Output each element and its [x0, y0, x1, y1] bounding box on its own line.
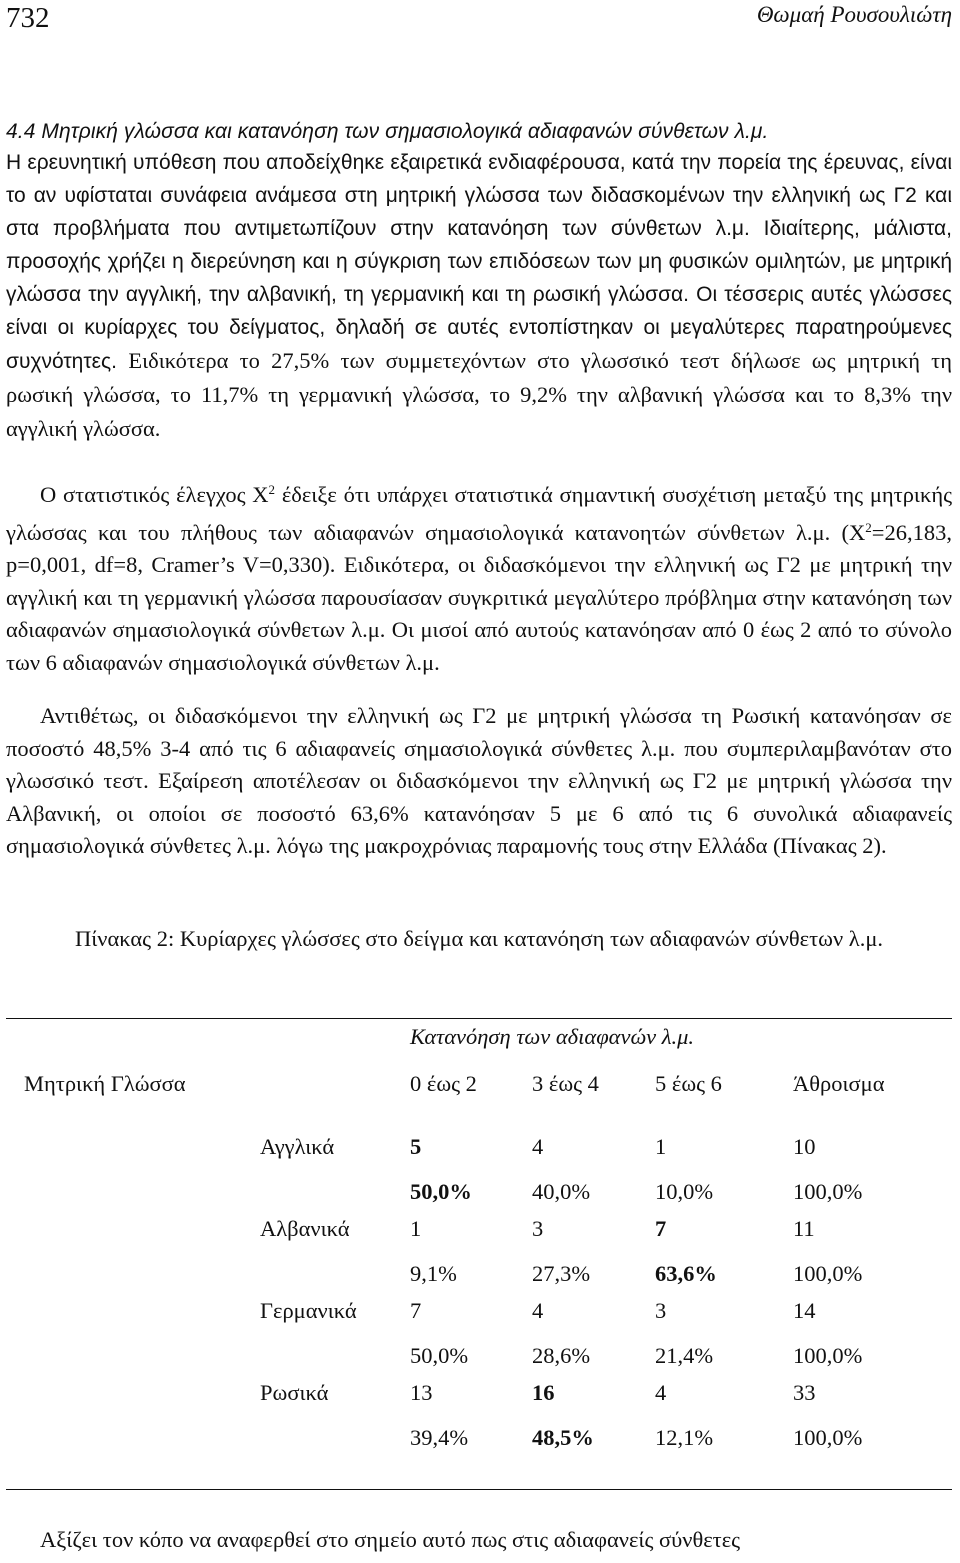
cell-percent: 9,1%: [410, 1261, 457, 1286]
paragraph-2-c: =26,183, p=0,001, df=8, Cramer’s V=0,330). Ειδικότερα, οι διδασκόμενοι την ελληνική ως Γ2 με μητρική την αγγλική και τη γερμανική γλώσσα παρουσίασαν συγκριτικά μεγαλύτερο πρόβλημα στην κατανόηση των αδιαφανών σημασιολογικά σύνθετων λ.μ. Οι μισοί από αυτούς κατανόησαν από 0 έως 2 από το σύνολο των 6 αδιαφανών σημασιολογικά σύνθετων λ.μ.: [6, 519, 952, 675]
cell-percent: 40,0%: [532, 1179, 591, 1204]
cell-percent: 100,0%: [793, 1343, 863, 1368]
page-header: [6, 0, 952, 40]
row-language: Αγγλικά: [260, 1134, 335, 1159]
cell-percent: 21,4%: [655, 1343, 714, 1368]
cell-count: 4: [532, 1134, 544, 1159]
cell-count: 16: [532, 1380, 555, 1405]
cell-percent: 100,0%: [793, 1261, 863, 1286]
cell-percent: 48,5%: [532, 1425, 594, 1450]
cell-percent: 63,6%: [655, 1261, 717, 1286]
cell-percent: 100,0%: [793, 1425, 863, 1450]
row-language: Γερμανικά: [260, 1298, 357, 1323]
cell-count: 1: [410, 1216, 422, 1241]
paragraph-3: Αντιθέτως, οι διδασκόμενοι την ελληνική ως Γ2 με μητρική γλώσσα τη Ρωσική κατανόησαν σε ποσοστό 48,5% 3-4 από τις 6 αδιαφανείς σημασιολογικά σύνθετες λ.μ. που συμπεριλαμβανόταν στο γλωσσικό τεστ. Εξαίρεση αποτέλεσαν οι διδασκόμενοι την ελληνική ως Γ2 με μητρική γλώσσα την Αλβανική, οι οποίοι σε ποσοστό 63,6% κατανόησαν 5 με 6 από τις 6 συνολικά αδιαφανείς σημασιολογικά σύνθετες λ.μ. λόγω της μακροχρόνιας παραμονής τους στην Ελλάδα (Πίνακας 2).: [6, 703, 952, 858]
section-title: 4.4 Μητρική γλώσσα και κατανόηση των σημασιολογικά αδιαφανών σύνθετων λ.μ.: [6, 120, 769, 143]
cell-count: 10: [793, 1134, 816, 1159]
table-spanner: Κατανόηση των αδιαφανών λ.μ.: [410, 1024, 695, 1049]
running-head-author: Θωμαή Ρουσουλιώτη: [756, 2, 952, 27]
row-language: Αλβανικά: [260, 1216, 350, 1241]
cell-count: 4: [655, 1380, 667, 1405]
paragraph-1: [6, 146, 952, 446]
cell-count: 1: [655, 1134, 667, 1159]
cell-count: 7: [410, 1298, 422, 1323]
cell-percent: 50,0%: [410, 1179, 472, 1204]
table-bottom-rule: [6, 1489, 952, 1490]
row-language: Ρωσικά: [260, 1380, 329, 1405]
paragraph-2-a: Ο στατιστικός έλεγχος Χ: [40, 482, 269, 507]
table-caption: Πίνακας 2: Κυρίαρχες γλώσσες στο δείγμα και κατανόηση των αδιαφανών σύνθετων λ.μ.: [74, 926, 884, 951]
superscript-2: 2: [268, 482, 276, 497]
column-header: Άθροισμα: [793, 1071, 885, 1096]
paragraph-1-serif: Ειδικότερα το 27,5% των συμμετεχόντων στο γλωσσικό τεστ δήλωσε ως μητρική τη ρωσική γλώσσα, το 11,7% τη γερμανική γλώσσα, το 9,2% την αλβανική γλώσσα και το 8,3% την αγγλική γλώσσα.: [6, 348, 952, 441]
cell-percent: 10,0%: [655, 1179, 714, 1204]
cell-count: 33: [793, 1380, 816, 1405]
paragraph-1-sans: Η ερευνητική υπόθεση που αποδείχθηκε εξαιρετικά ενδιαφέρουσα, κατά την πορεία της έρευνας, είναι το αν υφίσταται συνάφεια ανάμεσα στη μητρική γλώσσα των διδασκομένων την ελληνική ως Γ2 και στα προβλήματα που αντιμετωπίζουν στην κατανόηση των σύνθετων λ.μ. Ιδιαίτερης, μάλιστα, προσοχής χρήζει η διερεύνηση και η σύγκριση των επιδόσεων των μη φυσικών ομιλητών, με μητρική γλώσσα την αγγλική, την αλβανική, τη γερμανική και τη ρωσική γλώσσα. Οι τέσσερις αυτές γλώσσες είναι οι κυρίαρχες του δείγματος, δηλαδή σε αυτές εντοπίστηκαν οι μεγαλύτερες παρατηρούμενες συχνότητες.: [6, 151, 952, 373]
column-header: 0 έως 2: [410, 1071, 477, 1096]
cell-count: 14: [793, 1298, 816, 1323]
paragraph-2-b: έδειξε ότι υπάρχει στατιστικά σημαντική συσχέτιση μεταξύ της μητρικής γλώσσας και του πλήθους των αδιαφανών σημασιολογικά κατανοητών σύνθετων λ.μ. (Χ: [6, 482, 952, 545]
cell-count: 5: [410, 1134, 422, 1159]
superscript-2: 2: [865, 519, 872, 535]
cell-count: 13: [410, 1380, 433, 1405]
cell-percent: 39,4%: [410, 1425, 469, 1450]
cell-count: 3: [532, 1216, 544, 1241]
cell-count: 3: [655, 1298, 667, 1323]
cell-percent: 100,0%: [793, 1179, 863, 1204]
cell-count: 4: [532, 1298, 544, 1323]
cell-percent: 28,6%: [532, 1343, 591, 1368]
page-number: 732: [6, 2, 50, 34]
cell-percent: 50,0%: [410, 1343, 469, 1368]
cell-percent: 12,1%: [655, 1425, 714, 1450]
paragraph-2: [6, 474, 952, 679]
column-header: 3 έως 4: [532, 1071, 599, 1096]
paragraph-final: Αξίζει τον κόπο να αναφερθεί στο σημείο αυτό πως στις αδιαφανείς σύνθετες: [40, 1527, 741, 1552]
cell-count: 7: [655, 1216, 667, 1241]
table-row-header: Μητρική Γλώσσα: [24, 1071, 186, 1096]
cell-percent: 27,3%: [532, 1261, 591, 1286]
cell-count: 11: [793, 1216, 815, 1241]
column-header: 5 έως 6: [655, 1071, 722, 1096]
table-top-rule: [6, 1018, 952, 1019]
